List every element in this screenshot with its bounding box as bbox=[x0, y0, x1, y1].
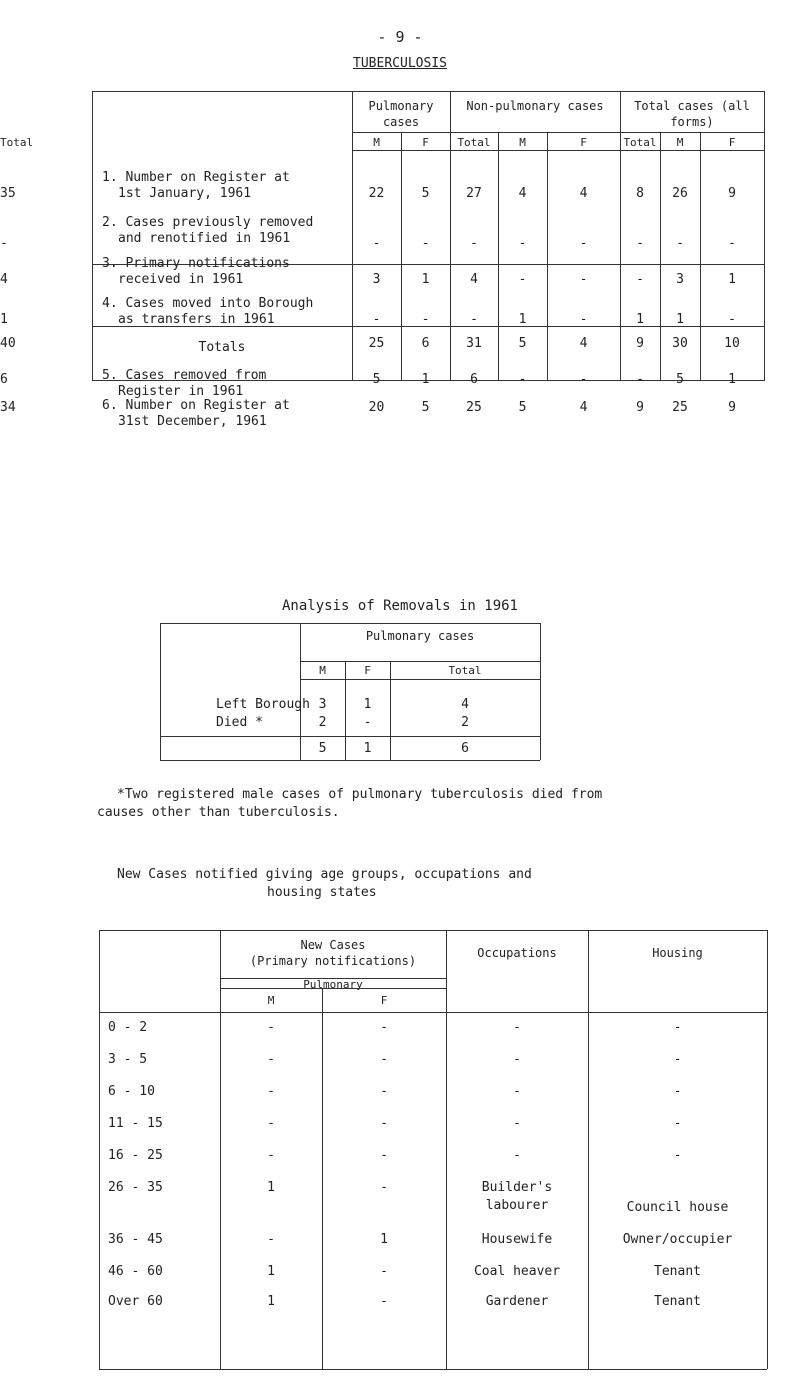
table-cell: 20 bbox=[368, 400, 385, 415]
analysis-title: Analysis of Removals in 1961 bbox=[281, 598, 518, 614]
footnote bbox=[97, 786, 603, 822]
age-group: Over 60 bbox=[108, 1294, 163, 1309]
analysis-cell: 2 bbox=[461, 715, 469, 730]
table-cell: 1 bbox=[421, 372, 430, 387]
table-cell: 6 bbox=[470, 372, 478, 387]
housing: - bbox=[673, 1148, 682, 1163]
header-occupations: Occupations bbox=[477, 946, 557, 960]
age-group: 36 - 45 bbox=[108, 1232, 163, 1247]
male-count: - bbox=[267, 1116, 275, 1131]
male-count: - bbox=[267, 1232, 275, 1247]
analysis-row-label: Left Borough bbox=[216, 697, 310, 712]
occupation: - bbox=[513, 1052, 521, 1067]
table-cell: - bbox=[518, 236, 527, 251]
age-group: 11 - 15 bbox=[108, 1116, 163, 1131]
page-number: - 9 - bbox=[377, 28, 423, 46]
table-cell: 6 bbox=[421, 336, 430, 351]
subheader-2: Total bbox=[457, 136, 491, 149]
table-cell: 31 bbox=[466, 336, 482, 351]
table-cell: 34 bbox=[0, 400, 16, 415]
new-cases-title-line1: New Cases notified giving age groups, occupations and bbox=[117, 867, 532, 882]
occupation: Gardener bbox=[485, 1294, 549, 1309]
table-cell: - bbox=[579, 312, 588, 327]
table-cell: 5 bbox=[676, 372, 684, 387]
row-label: 3. Primary notifications received in 1961 bbox=[102, 256, 290, 287]
table-cell: 4 bbox=[0, 272, 8, 287]
table-cell: 5 bbox=[518, 336, 527, 351]
row-label: 2. Cases previously removed and renotified in 1961 bbox=[102, 215, 314, 246]
table-cell: 4 bbox=[579, 186, 588, 201]
table-cell: 1 bbox=[728, 372, 736, 387]
table-cell: 25 bbox=[368, 336, 385, 351]
table-cell: 1 bbox=[676, 312, 684, 327]
table-cell: 1 bbox=[421, 272, 430, 287]
subheader-4: F bbox=[580, 136, 587, 149]
analysis-total: 6 bbox=[461, 741, 469, 756]
male-count: 1 bbox=[267, 1264, 275, 1279]
table-cell: - bbox=[636, 236, 644, 251]
analysis-total: 5 bbox=[318, 741, 327, 756]
table-cell: 40 bbox=[0, 336, 16, 351]
table-cell: 4 bbox=[470, 272, 478, 287]
occupation: - bbox=[513, 1020, 521, 1035]
occupation: - bbox=[513, 1084, 521, 1099]
table-cell: 9 bbox=[636, 336, 644, 351]
header-m: M bbox=[267, 994, 275, 1007]
row-label: 6. Number on Register at 31st December, 1961 bbox=[102, 398, 290, 429]
male-count: - bbox=[267, 1148, 275, 1163]
table-cell: 8 bbox=[636, 186, 644, 201]
table-cell: 10 bbox=[724, 336, 740, 351]
table-cell: - bbox=[518, 372, 527, 387]
table-cell: - bbox=[579, 372, 588, 387]
table-cell: - bbox=[421, 236, 430, 251]
table-cell: 22 bbox=[368, 186, 385, 201]
female-count: - bbox=[380, 1020, 388, 1035]
table-cell: 4 bbox=[579, 336, 588, 351]
analysis-cell: - bbox=[363, 715, 372, 730]
header-total-cases: Total cases (all forms) bbox=[634, 99, 750, 129]
table-cell: 5 bbox=[518, 400, 527, 415]
table-cell: 1 bbox=[728, 272, 736, 287]
age-group: 0 - 2 bbox=[108, 1020, 148, 1035]
occupation-line2: labourer bbox=[485, 1198, 549, 1213]
female-count: - bbox=[380, 1116, 388, 1131]
table-cell: - bbox=[421, 312, 430, 327]
female-count: 1 bbox=[380, 1232, 388, 1247]
page-title: TUBERCULOSIS bbox=[353, 56, 447, 71]
subheader-6: M bbox=[676, 136, 684, 149]
age-group: 3 - 5 bbox=[108, 1052, 148, 1067]
table-cell: 35 bbox=[0, 186, 16, 201]
row-label: 1. Number on Register at 1st January, 1961 bbox=[102, 170, 290, 201]
housing: - bbox=[673, 1052, 682, 1067]
footnote-line1: *Two registered male cases of pulmonary tuberculosis died from bbox=[117, 787, 603, 802]
table-cell: 9 bbox=[728, 186, 736, 201]
female-count: - bbox=[380, 1148, 388, 1163]
header-pulmonary-sub: Pulmonary bbox=[303, 978, 363, 991]
header-f: F bbox=[380, 994, 388, 1007]
subheader-1: F bbox=[422, 136, 429, 149]
table-cell: - bbox=[728, 236, 736, 251]
header-non-pulmonary: Non-pulmonary cases bbox=[466, 99, 604, 113]
housing: - bbox=[673, 1116, 682, 1131]
table-cell: 1 bbox=[518, 312, 527, 327]
analysis-cell: 1 bbox=[363, 697, 372, 712]
occupation: - bbox=[513, 1148, 521, 1163]
analysis-total: 1 bbox=[363, 741, 372, 756]
table-cell: 4 bbox=[518, 186, 527, 201]
male-count: - bbox=[267, 1020, 275, 1035]
table-cell: 25 bbox=[672, 400, 688, 415]
table-cell: 5 bbox=[372, 372, 381, 387]
housing: Tenant bbox=[654, 1294, 701, 1309]
table-cell: - bbox=[728, 312, 736, 327]
analysis-cell: 4 bbox=[461, 697, 469, 712]
female-count: - bbox=[380, 1084, 388, 1099]
footnote-line2: causes other than tuberculosis. bbox=[97, 805, 340, 820]
table-cell: 1 bbox=[636, 312, 644, 327]
table-cell: 27 bbox=[466, 186, 482, 201]
female-count: - bbox=[380, 1052, 388, 1067]
analysis-subheader: M bbox=[319, 664, 326, 677]
male-count: - bbox=[267, 1084, 275, 1099]
table-cell: - bbox=[636, 372, 644, 387]
housing: - bbox=[673, 1084, 682, 1099]
male-count: 1 bbox=[267, 1294, 275, 1309]
analysis-subheader: F bbox=[364, 664, 371, 677]
housing: Council house bbox=[626, 1200, 729, 1215]
occupation: - bbox=[513, 1116, 521, 1131]
table-cell: - bbox=[470, 312, 478, 327]
occupation: Builder's bbox=[481, 1180, 553, 1195]
analysis-cell: 2 bbox=[318, 715, 327, 730]
subheader-5: Total bbox=[623, 136, 657, 149]
subheader-7: F bbox=[728, 136, 736, 149]
housing: Tenant bbox=[654, 1264, 701, 1279]
table-cell: - bbox=[579, 272, 588, 287]
analysis-header: Pulmonary cases bbox=[365, 629, 475, 643]
male-count: - bbox=[267, 1052, 275, 1067]
table-cell: - bbox=[636, 272, 644, 287]
header-housing: Housing bbox=[652, 946, 703, 960]
housing: Owner/occupier bbox=[622, 1232, 733, 1247]
table-cell: - bbox=[518, 272, 527, 287]
age-group: 26 - 35 bbox=[108, 1180, 163, 1195]
header-pulmonary: Pulmonary cases bbox=[368, 99, 434, 129]
table-cell: 5 bbox=[421, 186, 430, 201]
occupation: Housewife bbox=[481, 1232, 553, 1247]
table-cell: 3 bbox=[372, 272, 381, 287]
table-cell: - bbox=[676, 236, 684, 251]
row-label: 5. Cases removed from Register in 1961 bbox=[102, 368, 267, 399]
age-group: 46 - 60 bbox=[108, 1264, 163, 1279]
subheader-3: M bbox=[519, 136, 526, 149]
table-cell: - bbox=[579, 236, 588, 251]
row-label: 4. Cases moved into Borough as transfers in 1961 bbox=[102, 296, 314, 327]
table-cell: 25 bbox=[466, 400, 482, 415]
analysis-row-label: Died * bbox=[216, 715, 263, 730]
table-cell: - bbox=[372, 236, 381, 251]
new-cases-title-line2: housing states bbox=[267, 885, 377, 900]
female-count: - bbox=[380, 1180, 388, 1195]
table-cell: - bbox=[372, 312, 381, 327]
table-cell: 9 bbox=[728, 400, 736, 415]
table-cell: 4 bbox=[579, 400, 588, 415]
age-group: 6 - 10 bbox=[108, 1084, 155, 1099]
female-count: - bbox=[380, 1264, 388, 1279]
table-cell: 30 bbox=[672, 336, 688, 351]
table-cell: 5 bbox=[421, 400, 430, 415]
new-cases-title bbox=[117, 866, 532, 902]
table-cell: 9 bbox=[636, 400, 644, 415]
male-count: 1 bbox=[267, 1180, 275, 1195]
female-count: - bbox=[380, 1294, 388, 1309]
occupation: Coal heaver bbox=[473, 1264, 561, 1279]
table-cell: 3 bbox=[676, 272, 684, 287]
subheader-0: M bbox=[373, 136, 380, 149]
row-label: Totals bbox=[198, 340, 246, 355]
table-cell: - bbox=[470, 236, 478, 251]
table-cell: - bbox=[0, 236, 8, 251]
age-group: 16 - 25 bbox=[108, 1148, 163, 1163]
table-cell: 1 bbox=[0, 312, 8, 327]
subheader-8: Total bbox=[0, 136, 34, 149]
housing: - bbox=[673, 1020, 682, 1035]
header-new-cases: New Cases (Primary notifications) bbox=[249, 938, 417, 968]
analysis-subheader: Total bbox=[448, 664, 482, 677]
table-cell: 6 bbox=[0, 372, 8, 387]
analysis-cell: 3 bbox=[318, 697, 327, 712]
table-cell: 26 bbox=[672, 186, 688, 201]
